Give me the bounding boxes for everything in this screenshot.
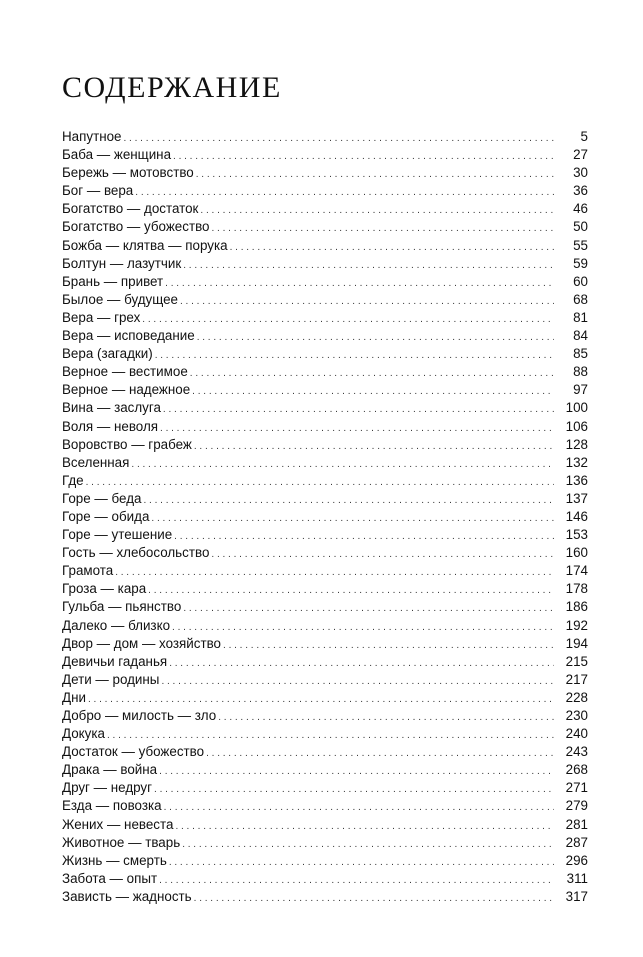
toc-entry-page-number: 243: [565, 744, 588, 760]
toc-entry: [62, 743, 588, 761]
toc-entry: [62, 146, 588, 164]
dot-leader: [183, 255, 554, 275]
dot-leader: [151, 508, 554, 528]
dot-leader: [212, 218, 555, 238]
toc-entry: [62, 399, 588, 417]
toc-entry-title: Болтун — лазутчик: [62, 255, 182, 271]
toc-entry: [62, 255, 588, 273]
toc-entry-page-number: 46: [573, 201, 588, 217]
toc-entry-title: Горе — утешение: [62, 527, 173, 543]
toc-entry: [62, 237, 588, 255]
toc-entry: [62, 635, 588, 653]
toc-entry-page-number: 106: [565, 418, 588, 434]
toc-entry-title: Докука: [62, 726, 105, 742]
dot-leader: [86, 472, 554, 492]
toc-entry: [62, 888, 588, 906]
toc-entry-title: Бог — вера: [62, 183, 134, 199]
toc-entry: [62, 472, 588, 490]
dot-leader: [230, 237, 554, 257]
toc-entry-page-number: 160: [565, 545, 588, 561]
toc-entry: [62, 653, 588, 671]
dot-leader: [173, 146, 554, 166]
toc-entry-page-number: 281: [565, 816, 588, 832]
toc-entry: [62, 327, 588, 345]
dot-leader: [183, 598, 554, 618]
dot-leader: [190, 363, 554, 383]
toc-entry-page-number: 36: [573, 183, 588, 199]
toc-entry-page-number: 240: [565, 726, 588, 742]
toc-entry-page-number: 217: [565, 671, 588, 687]
dot-leader: [163, 399, 554, 419]
toc-entry-page-number: 287: [565, 834, 588, 850]
dot-leader: [115, 562, 554, 582]
toc-entry-title: Друг — недруг: [62, 780, 153, 796]
toc-entry-page-number: 97: [573, 382, 588, 398]
toc-entry-page-number: 88: [573, 364, 588, 380]
toc-entry-title: Грамота: [62, 563, 114, 579]
dot-leader: [88, 689, 554, 709]
toc-entry: [62, 761, 588, 779]
toc-entry-page-number: 268: [565, 762, 588, 778]
toc-entry-title: Добро — милость — зло: [62, 708, 217, 723]
toc-entry-page-number: 317: [565, 888, 588, 904]
toc-entry-title: Горе — обида: [62, 508, 150, 524]
toc-entry-page-number: 81: [573, 309, 588, 325]
toc-entry: [62, 418, 588, 436]
toc-entry: [62, 562, 588, 580]
dot-leader: [161, 671, 554, 691]
toc-entry: [62, 526, 588, 544]
toc-entry-title: Напутное: [62, 129, 122, 144]
toc-entry-title: Драка — война: [62, 762, 158, 778]
dot-leader: [206, 743, 554, 763]
toc-entry-page-number: 132: [565, 454, 588, 470]
toc-entry-page-number: 60: [573, 273, 588, 289]
dot-leader: [194, 888, 554, 908]
toc-entry-page-number: 68: [573, 291, 588, 307]
toc-entry: [62, 291, 588, 309]
dot-leader: [142, 309, 554, 329]
toc-entry-title: Жених — невеста: [62, 816, 174, 832]
toc-entry-title: Вера — исповедание: [62, 328, 195, 344]
dot-leader: [159, 870, 554, 890]
toc-entry-title: Верное — надежное: [62, 382, 191, 398]
toc-entry-title: Гульба — пьянство: [62, 599, 182, 615]
toc-entry-title: Дети — родины: [62, 671, 160, 687]
toc-entry-title: Далеко — близко: [62, 617, 171, 633]
toc-entry-page-number: 153: [565, 527, 588, 543]
dot-leader: [135, 182, 554, 202]
toc-entry: [62, 689, 588, 707]
toc-entry-title: Гроза — кара: [62, 581, 147, 597]
toc-entry-page-number: 85: [573, 346, 588, 362]
toc-entry-page-number: 100: [565, 400, 588, 416]
dot-leader: [169, 852, 554, 872]
dot-leader: [164, 797, 554, 817]
toc-entry-page-number: 296: [565, 852, 588, 868]
dot-leader: [154, 779, 554, 799]
toc-entry-title: Воля — неволя: [62, 418, 159, 434]
toc-entry-page-number: 192: [565, 617, 588, 633]
toc-entry-page-number: 178: [565, 581, 588, 597]
toc-entry-title: Богатство — достаток: [62, 201, 199, 217]
toc-entry: [62, 218, 588, 236]
toc-entry-page-number: 84: [573, 328, 588, 344]
toc-entry: [62, 490, 588, 508]
toc-entry: [62, 273, 588, 291]
toc-entry-title: Брань — привет: [62, 273, 164, 289]
page-title: СОДЕРЖАНИЕ: [62, 71, 282, 104]
toc-entry: [62, 363, 588, 381]
toc-entry-title: Дни: [62, 689, 86, 705]
toc-entry: [62, 544, 588, 562]
dot-leader: [223, 635, 554, 655]
toc-entry: [62, 797, 588, 815]
dot-leader: [182, 834, 554, 854]
toc-entry-page-number: 186: [565, 599, 588, 615]
toc-entry: [62, 508, 588, 526]
toc-entry: [62, 870, 588, 888]
toc-entry: [62, 381, 588, 399]
toc-entry: [62, 852, 588, 870]
toc-entry-title: Девичьи гаданья: [62, 653, 168, 669]
dot-leader: [169, 653, 554, 673]
toc-entry-title: Бережь — мотовство: [62, 165, 194, 181]
toc-entry-title: Двор — дом — хозяйство: [62, 635, 222, 651]
toc-entry: [62, 707, 588, 725]
toc-entry: [62, 779, 588, 797]
toc-entry-title: Вина — заслуга: [62, 400, 161, 416]
toc-entry-page-number: 311: [566, 870, 588, 886]
toc-entry-title: Воровство — грабеж: [62, 436, 192, 452]
dot-leader: [218, 707, 554, 727]
dot-leader: [197, 327, 554, 347]
toc-entry-title: Вера (загадки): [62, 346, 153, 362]
toc-entry-page-number: 215: [565, 653, 588, 669]
toc-entry: [62, 816, 588, 834]
dot-leader: [194, 436, 554, 456]
toc-entry-page-number: 27: [573, 147, 588, 163]
dot-leader: [175, 816, 554, 836]
dot-leader: [160, 418, 554, 438]
toc-entry-title: Гость — хлебосольство: [62, 545, 210, 561]
toc-entry: [62, 598, 588, 616]
toc-entry-page-number: 128: [565, 436, 588, 452]
dot-leader: [192, 381, 554, 401]
toc-entry-page-number: 30: [573, 165, 588, 181]
toc-entry-page-number: 5: [580, 129, 588, 144]
dot-leader: [180, 291, 554, 311]
dot-leader: [165, 273, 554, 293]
toc-entry: [62, 200, 588, 218]
dot-leader: [131, 454, 554, 474]
dot-leader: [107, 725, 554, 745]
toc-entry-title: Вера — грех: [62, 309, 141, 325]
toc-entry-title: Животное — тварь: [62, 834, 181, 850]
toc-entry: [62, 454, 588, 472]
dot-leader: [211, 544, 554, 564]
toc-entry-page-number: 279: [565, 798, 588, 814]
dot-leader: [143, 490, 554, 510]
toc-entry-title: Забота — опыт: [62, 870, 158, 886]
dot-leader: [174, 526, 554, 546]
dot-leader: [124, 128, 555, 148]
toc-entry: [62, 725, 588, 743]
toc-entry-page-number: 174: [565, 563, 588, 579]
dot-leader: [200, 200, 554, 220]
toc-entry-page-number: 55: [573, 237, 588, 253]
toc-entry: [62, 345, 588, 363]
toc-entry-page-number: 271: [565, 780, 588, 796]
toc-entry-page-number: 146: [565, 508, 588, 524]
toc-entry: [62, 436, 588, 454]
toc-entry-page-number: 137: [565, 490, 588, 506]
toc-entry-page-number: 194: [565, 635, 588, 651]
toc-entry: [62, 617, 588, 635]
toc-entry-title: Достаток — убожество: [62, 744, 205, 760]
toc-entry-title: Былое — будущее: [62, 291, 178, 307]
dot-leader: [196, 164, 554, 184]
toc-entry-title: Езда — повозка: [62, 798, 162, 814]
toc-entry-title: Жизнь — смерть: [62, 852, 167, 868]
toc-entry: [62, 671, 588, 689]
toc-entry-title: Богатство — убожество: [62, 219, 210, 235]
toc-entry: [62, 128, 588, 146]
dot-leader: [148, 580, 554, 600]
toc-entry-page-number: 136: [565, 472, 588, 488]
toc-entry-page-number: 50: [573, 219, 588, 235]
toc-entry: [62, 164, 588, 182]
toc-entry-title: Баба — женщина: [62, 147, 172, 163]
toc-entry-title: Зависть — жадность: [62, 888, 192, 904]
toc-entry-title: Божба — клятва — порука: [62, 237, 228, 253]
toc-entry-title: Верное — вестимое: [62, 364, 188, 380]
toc-entry: [62, 182, 588, 200]
toc-entry-page-number: 59: [573, 255, 588, 271]
table-of-contents: [62, 128, 588, 906]
toc-entry-page-number: 230: [565, 708, 588, 723]
dot-leader: [155, 345, 554, 365]
toc-entry: [62, 580, 588, 598]
dot-leader: [172, 617, 554, 637]
toc-entry-title: Где: [62, 472, 84, 488]
toc-entry-page-number: 228: [565, 689, 588, 705]
toc-entry-title: Горе — беда: [62, 490, 142, 506]
toc-entry-title: Вселенная: [62, 454, 130, 470]
toc-entry: [62, 309, 588, 327]
toc-entry: [62, 834, 588, 852]
dot-leader: [159, 761, 554, 781]
